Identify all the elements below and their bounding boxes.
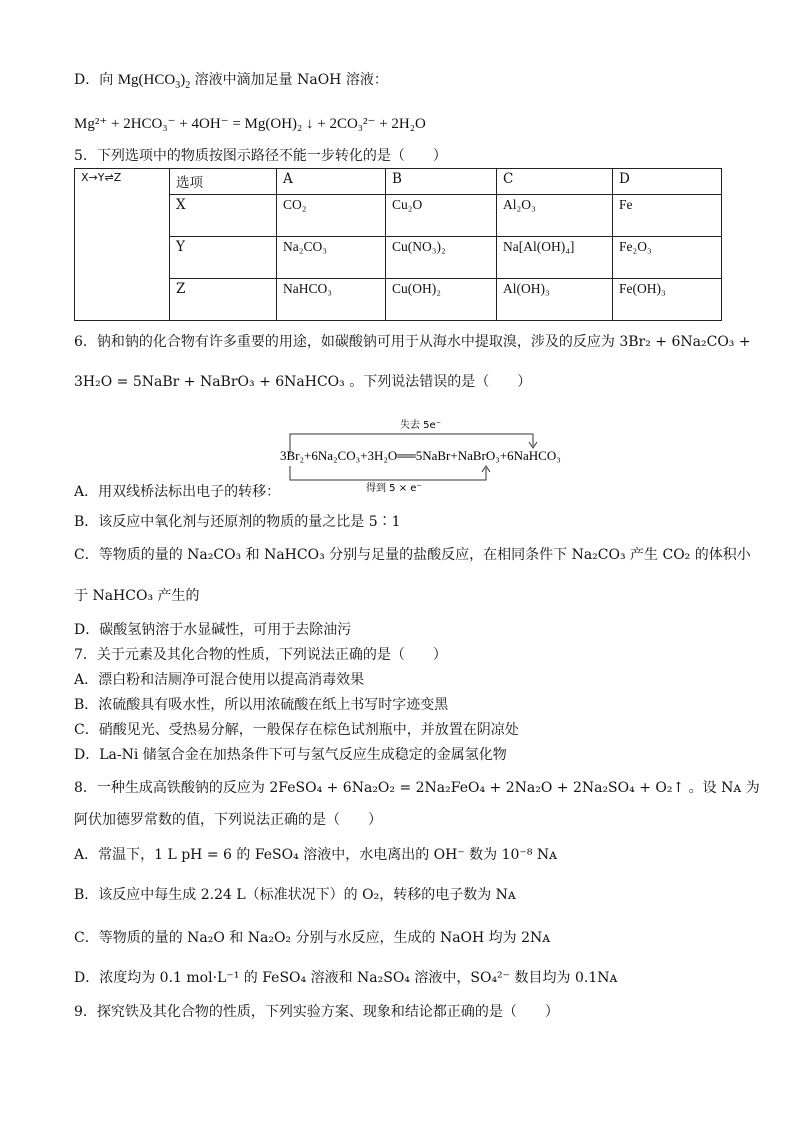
q5-cell: Al₂O₃ xyxy=(497,195,613,237)
q7-option-d: D．La-Ni 储氢合金在加热条件下可与氢气反应生成稳定的金属氢化物 xyxy=(74,747,507,763)
q5-stem: 5．下列选项中的物质按图示路径不能一步转化的是（ ） xyxy=(74,148,447,164)
q5-table xyxy=(74,168,722,321)
q8-option-d: D．浓度均为 0.1 mol·L⁻¹ 的 FeSO₄ 溶液和 Na₂SO₄ 溶液中，SO₄²⁻ 数目均为 0.1Nᴀ xyxy=(74,970,618,986)
q6-option-c-line2: 于 NaHCO₃ 产生的 xyxy=(74,588,200,604)
scheme-gain-label: 得到 5 × e⁻ xyxy=(366,483,422,492)
q5-cell: Fe xyxy=(613,195,722,237)
q5-header-cell: A xyxy=(277,169,386,195)
q6-option-c-line1: C．等物质的量的 Na₂CO₃ 和 NaHCO₃ 分别与足量的盐酸反应，在相同条件下 Na₂CO₃ 产生 CO₂ 的体积小 xyxy=(74,547,751,563)
q4-d-equation: Mg²⁺ + 2HCO₃⁻ + 4OH⁻ = Mg(OH)₂ ↓ + 2CO₃²⁻ + 2H₂O xyxy=(74,116,426,132)
q5-header-cell: B xyxy=(386,169,497,195)
q6-stem-line1: 6．钠和钠的化合物有许多重要的用途，如碳酸钠可用于从海水中提取溴，涉及的反应为 3Br₂ + 6Na₂CO₃ + xyxy=(74,334,751,350)
q7-option-c: C．硝酸见光、受热易分解，一般保存在棕色试剂瓶中，并放置在阴凉处 xyxy=(74,722,519,738)
scheme-equation: 3Br₂+6Na₂CO₃+3H₂O══5NaBr+NaBrO₃+6NaHCO₃ xyxy=(280,448,561,463)
q8-option-c: C．等物质的量的 Na₂O 和 Na₂O₂ 分别与水反应，生成的 NaOH 均为 2Nᴀ xyxy=(74,930,551,946)
q6-option-a: A．用双线桥法标出电子的转移： xyxy=(74,484,281,500)
q4-option-d xyxy=(74,70,388,90)
q7-stem: 7．关于元素及其化合物的性质，下列说法正确的是（ ） xyxy=(74,647,447,663)
q5-cell: Cu₂O xyxy=(386,195,497,237)
q5-header-cell: 选项 xyxy=(170,169,277,195)
q4-d-tail: 溶液中滴加足量 NaOH 溶液： xyxy=(194,72,388,88)
q5-cell: Fe₂O₃ xyxy=(613,237,722,279)
q5-row-label: Z xyxy=(170,279,277,321)
q8-stem-line2: 阿伏加德罗常数的值，下列说法正确的是（ ） xyxy=(74,812,382,828)
q7-option-b: B．浓硫酸具有吸水性，所以用浓硫酸在纸上书写时字迹变黑 xyxy=(74,697,449,713)
q8-option-a: A．常温下，1 L pH = 6 的 FeSO₄ 溶液中，水电离出的 OH⁻ 数为 10⁻⁸ Nᴀ xyxy=(74,847,558,863)
q5-cell: Cu(OH)₂ xyxy=(386,279,497,321)
q4-d-formula: $Mg(HCO_3)_2$ xyxy=(117,72,191,91)
q5-header-cell: D xyxy=(613,169,722,195)
q5-cell: NaHCO₃ xyxy=(277,279,386,321)
q8-stem-line1: 8．一种生成高铁酸钠的反应为 2FeSO₄ + 6Na₂O₂ = 2Na₂FeO₄ + 2Na₂O + 2Na₂SO₄ + O₂↑ 。设 Nᴀ 为 xyxy=(74,780,760,796)
q5-cell: Na[Al(OH)₄] xyxy=(497,237,613,279)
scheme-lose-label: 失去 5e⁻ xyxy=(400,420,441,431)
q6-electron-transfer-diagram xyxy=(280,414,640,492)
q4-d-label: D．向 xyxy=(74,72,114,88)
q5-path-diagram: X→Y⇌Z xyxy=(75,169,170,321)
q5-row-label: Y xyxy=(170,237,277,279)
q9-stem: 9．探究铁及其化合物的性质，下列实验方案、现象和结论都正确的是（ ） xyxy=(74,1004,559,1020)
q6-option-b: B．该反应中氧化剂与还原剂的物质的量之比是 5∶1 xyxy=(74,514,401,530)
q8-option-b: B．该反应中每生成 2.24 L（标准状况下）的 O₂，转移的电子数为 Nᴀ xyxy=(74,887,516,903)
q5-cell: Al(OH)₃ xyxy=(497,279,613,321)
q6-option-d: D．碳酸氢钠溶于水显碱性，可用于去除油污 xyxy=(74,622,352,638)
q5-cell: Cu(NO₃)₂ xyxy=(386,237,497,279)
q5-cell: Fe(OH)₃ xyxy=(613,279,722,321)
q5-cell: CO₂ xyxy=(277,195,386,237)
q5-cell: Na₂CO₃ xyxy=(277,237,386,279)
q5-header-cell: C xyxy=(497,169,613,195)
q6-stem-line2: 3H₂O = 5NaBr + NaBrO₃ + 6NaHCO₃ 。下列说法错误的是（ ） xyxy=(74,374,532,390)
q7-option-a: A．漂白粉和洁厕净可混合使用以提高消毒效果 xyxy=(74,672,365,688)
scheme-bottom-bracket xyxy=(290,466,486,480)
q5-row-label: X xyxy=(170,195,277,237)
